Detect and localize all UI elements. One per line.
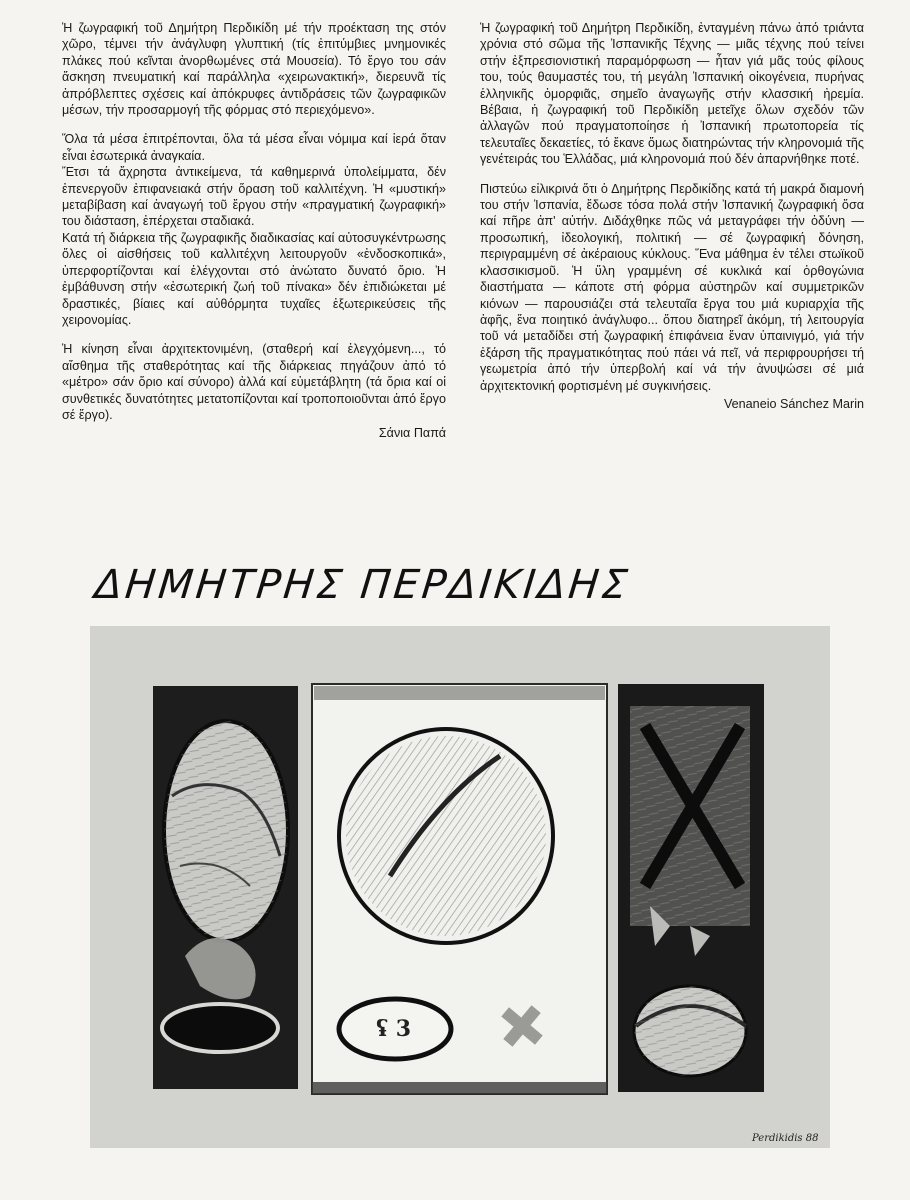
triptych-image <box>90 626 830 1148</box>
paragraph: Ἔτσι τά ἄχρηστα ἀντικείμενα, τά καθημερινά ὑπολείμματα, δέν ἐπενεργοῦν ἐπιφανειακά στήν ὅραση τοῦ καλλιτέχνη. Ἡ «μυστική» μεταβίβαση καί ἀναγωγή τοῦ ἔργου στήν «πραγματική ζωγραφική» του διάσταση, ἐπέρχεται σταδιακά. <box>62 165 446 229</box>
paragraph: Ἡ κίνηση εἶναι ἀρχιτεκτονιμένη, (σταθερή καί ἐλεγχόμενη..., τό αἴσθημα τῆς σταθερότητας καί τῆς διάρκειας πηγάζουν ἀπό τό «μέτρο» σάν ὅριο καί σύνορο) ἀλλά καί εὐμετάβλητη (τά ὅρια καί οἱ συνθετικές δυνατότητες μετατοπίζονται καί τροποποιοῦνται ἀπό ἔργο σέ ἔργο). <box>62 342 446 422</box>
painter-signature: Perdikidis 88 <box>752 1133 819 1144</box>
article-column-right <box>480 20 864 412</box>
paragraph: Ἡ ζωγραφική τοῦ Δημήτρη Περδικίδη, ἐνταγμένη πάνω ἀπό τριάντα χρόνια στό σῶμα τῆς Ἰσπανικῆς Τέχνης — μιᾶς τέχνης πού τείνει στήν ἐξπρεσιονιστική παραμόρφωση — ἦταν γιά μᾶς τούς φίλους του, τούς θαυμαστές του, τή μεγάλη Ἰσπανική οἰκογένεια, πυρήνας ἑλληνικῆς ὀμορφιᾶς, σημεῖο ἀναγωγῆς στήν κλασσική ἠρεμία. Βέβαια, ἡ ζωγραφική τοῦ Περδικίδη μετεῖχε ὅλων σχεδόν τῶν ἀλλαγῶν πού πραγματοποίησε ἡ Ἰσπανική πρωτοπορεία τίς τελευταῖες δεκαετίες, τό ἔκανε ὅμως διατηρώντας τήν κληρονομιά τῆς γενέτειράς του Ἑλλάδας, μιά κληρονομιά πού δέν ἀπαρνήθηκε ποτέ. <box>480 21 864 167</box>
paragraph: Ὅλα τά μέσα ἐπιτρέπονται, ὅλα τά μέσα εἶναι νόμιμα καί ἱερά ὅταν εἶναι ἐσωτερικά ἀναγκαία. <box>62 132 446 163</box>
author-signature: Σάνια Παπά <box>378 426 446 441</box>
article-column-left <box>62 20 446 442</box>
page-title: ΔΗΜΗΤΡΗΣ ΠΕΡΔΙΚΙΔΗΣ <box>92 562 633 608</box>
paragraph: Κατά τή διάρκεια τῆς ζωγραφικῆς διαδικασίας καί αὐτοσυγκέντρωσης ὅλες οἱ αἰσθήσεις τοῦ καλλιτέχνη λειτουργοῦν «ἐνδοσκοπικά», ὑπερφορτίζονται καί ἐλέγχονται στό ἀνώτατο δυνατό ὅριο. Ἡ ἐμβάθυνση στήν «ἐσωτερική ζωή τοῦ πίνακα» δέν ἐπιδιώκεται μέ δραστικές, βίαιες καί αὐθόρμητα τυχαῖες ἐξωτερικεύσεις τῆς χειρονομίας. <box>62 230 446 327</box>
paragraph: Πιστεύω εἰλικρινά ὅτι ὁ Δημήτρης Περδικίδης κατά τή μακρά διαμονή του στήν Ἰσπανία, ἔδωσε τόσα πολά στήν Ἰσπανική ζωγραφική ὅσα καί πῆρε ἀπ' αὐτήν. Διδάχθηκε πῶς νά μεταγράφει τήν ὀδύνη — προσωπική, ἰδεολογική, πολιτική — σέ ζωγραφική δόνηση, περιγραμμένη σέ ἀκέραιους κύκλους. Ἕνα μάθημα ἐν τέλει στωϊκοῦ κλασσικισμοῦ. Ἡ ὕλη γραμμένη σέ κυκλικά καί ὀρθογώνια διαστήματα — κάποτε στή φόρμα αὐστηρῶν καί συμμετρικῶν κιόνων — παρουσιάζει στά τελευταῖα ἔργα του μιά κυριαρχία τῆς ἁφῆς, ἕνα ποιητικό ἀνάγλυφο... ὅπου διατηρεῖ ἀκόμη, τή λειτουργία τοῦ νά μεταδίδει στή ζωγραφική ἐπιφάνεια ἕναν ὑπαινιγμό, γιά τήν ἐξάρση τῆς πραγματικότητας πού πάει νά πεῖ, νά περιφρουρήσει τή γεωμετρία ἀπό τήν ὑπερβολή καί νά τήν ἀνυψώσει σέ μιά ἀρχιτεκτονική φορτισμένη μέ συγκινήσεις. <box>480 181 864 393</box>
svg-text:ʢ 3: ʢ 3 <box>376 1016 412 1042</box>
artwork-photo <box>90 626 830 1148</box>
center-panel <box>312 684 607 1094</box>
left-panel <box>153 686 298 1089</box>
paragraph: Ἡ ζωγραφική τοῦ Δημήτρη Περδικίδη μέ τήν προέκταση της στόν χῶρο, τέμνει τήν ἀνάγλυφη γλυπτική (τίς ἐπιτύμβιες μνημονικές πλάκες πού κεῖνται ἀνορθωμένες στά Μουσεία). Τό ἔργο του σάν ἄσκηση πνευματική καί παράλληλα «χειρωνακτική», διερευνᾶ τίς ἀπρόβλεπτες σχέσεις καί ἀπόκρυφες ἀντιδράσεις τῶν ζωγραφικῶν μέσων, τήν προσαρμογή τῆς φόρμας στό περιεχόμενο». <box>62 21 446 118</box>
author-signature: Venaneio Sánchez Marin <box>723 396 864 411</box>
right-panel <box>618 684 764 1092</box>
